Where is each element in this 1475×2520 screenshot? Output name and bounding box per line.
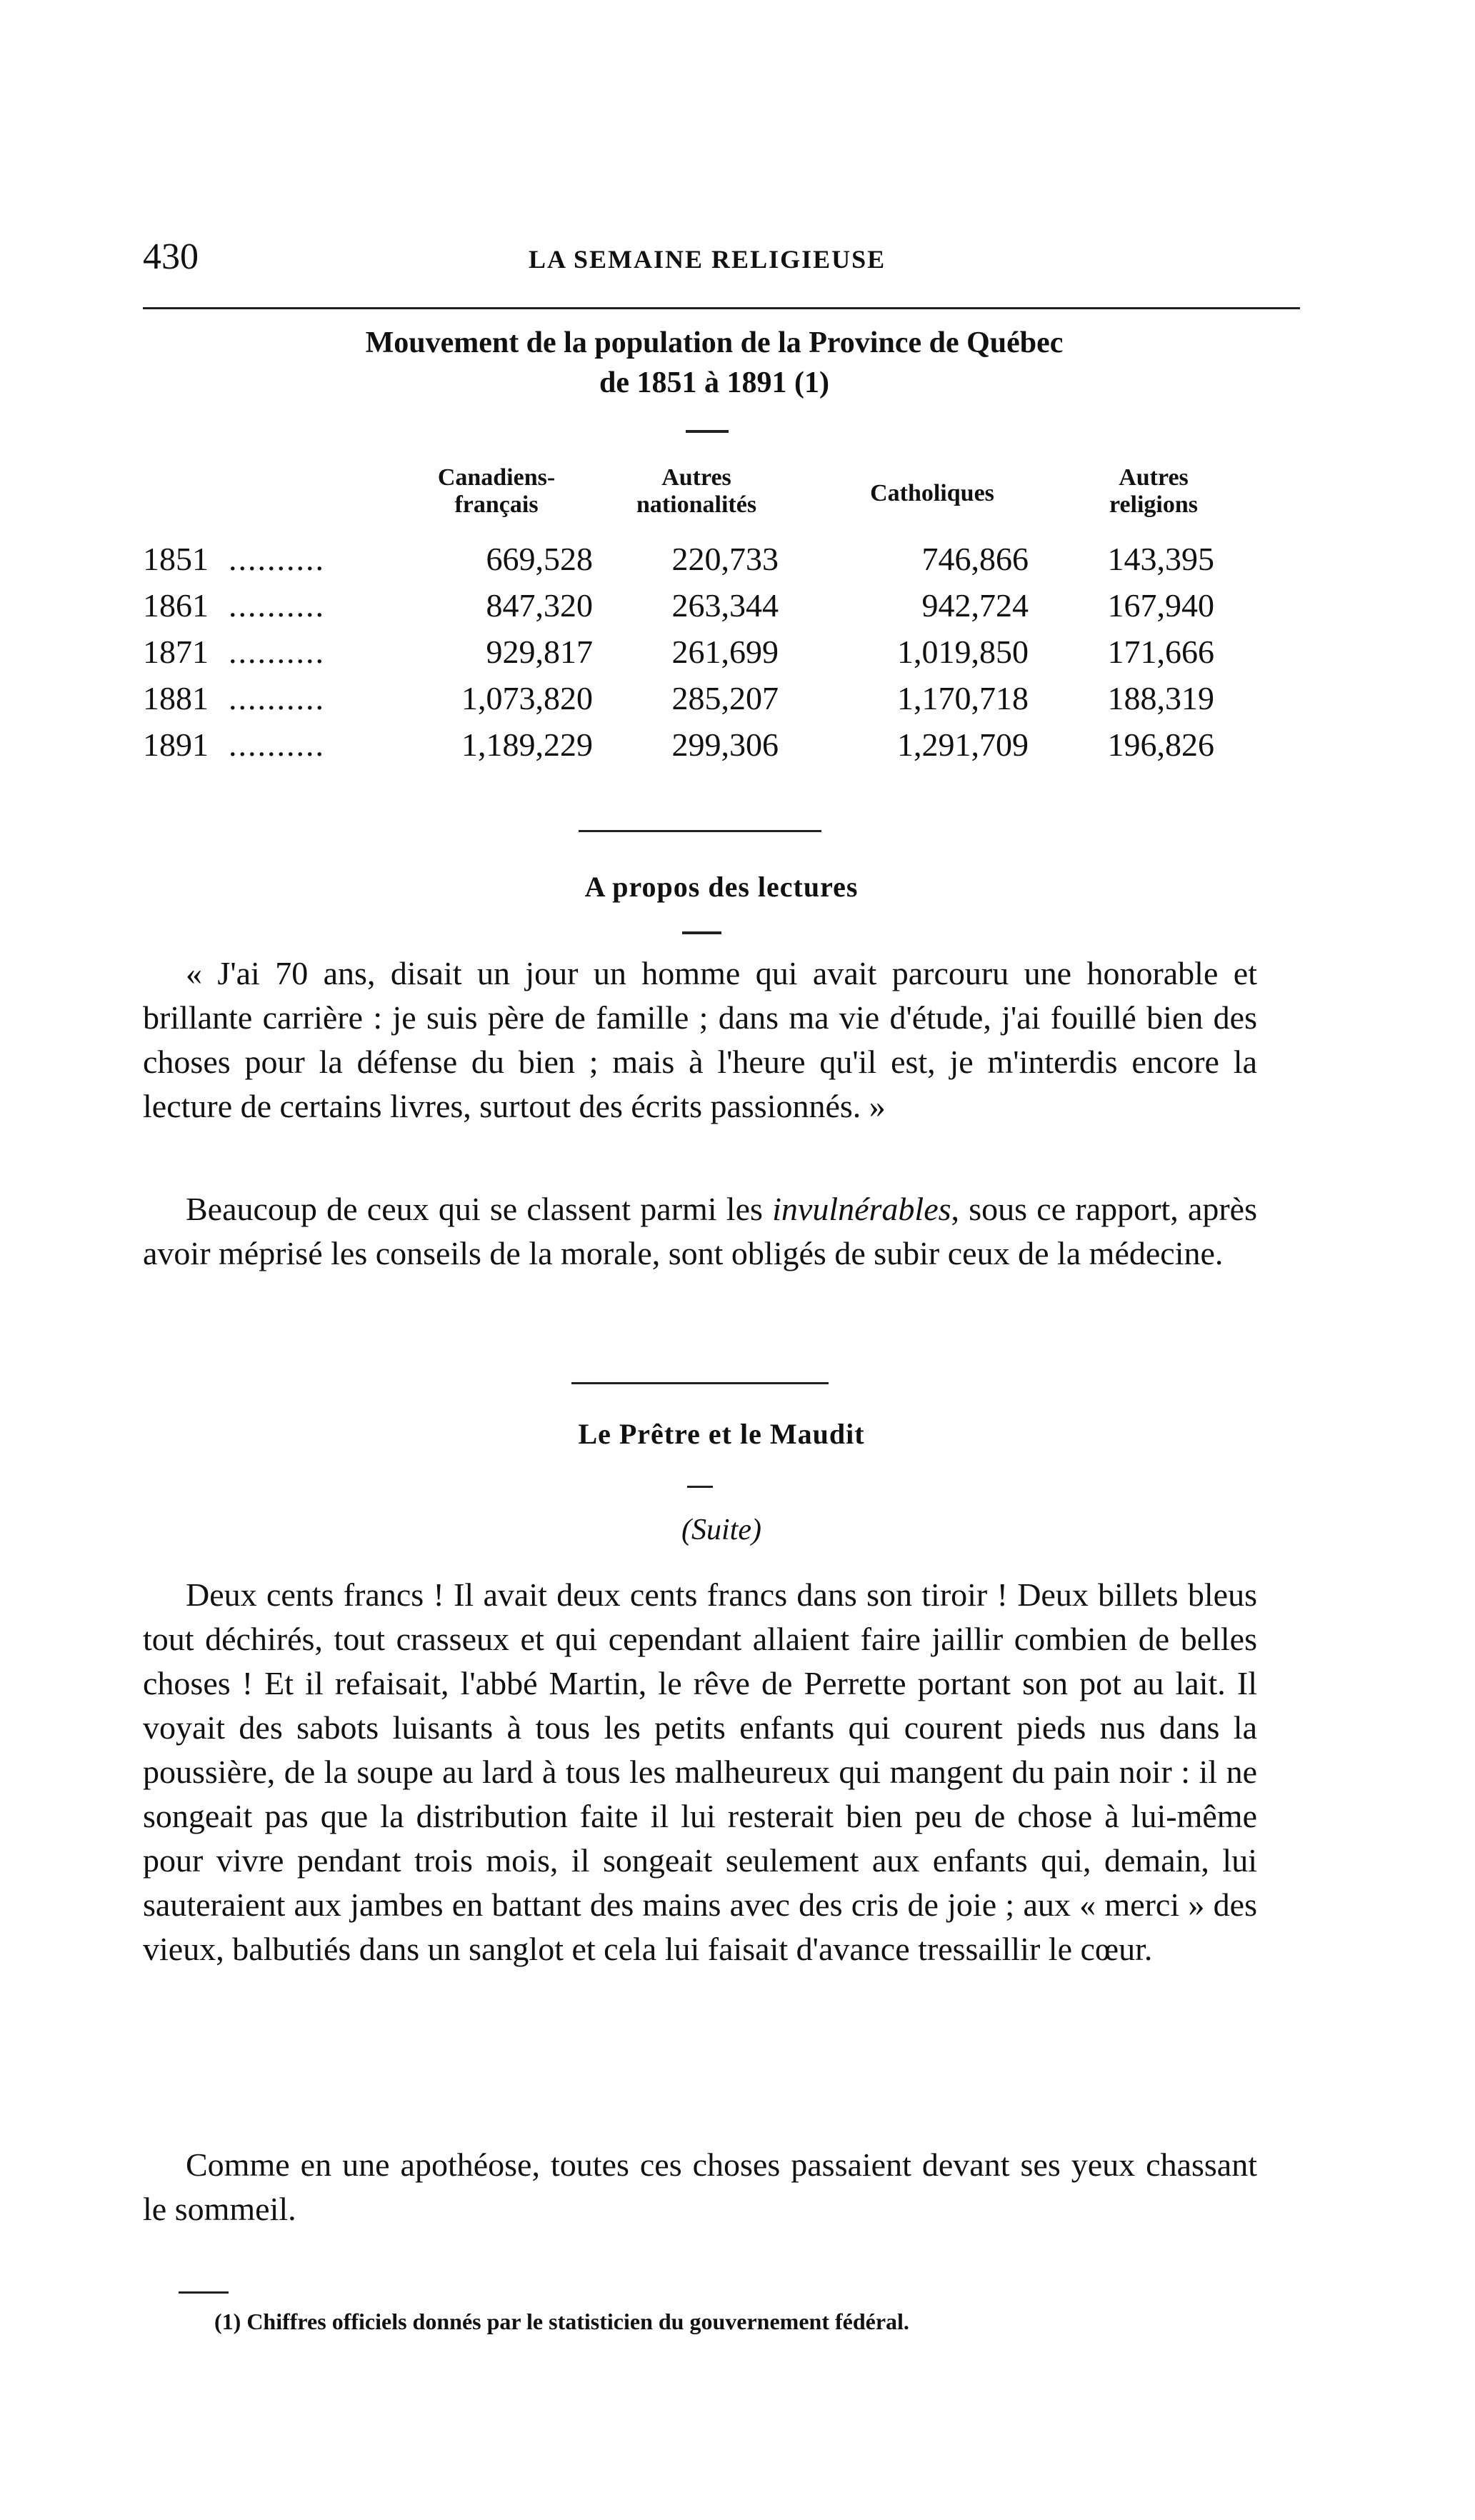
table-row: 1891 .......... 1,189,229 299,306 1,291,709 196,826 <box>143 726 1214 763</box>
footnote-rule <box>179 2291 229 2294</box>
paragraph: Comme en une apothéose, toutes ces choses passaient devant ses yeux chassant le sommeil. <box>143 2146 1257 2227</box>
column-header-autres-religions: Autres religions <box>1109 464 1199 518</box>
suite-label: (Suite) <box>681 1514 761 1546</box>
table-title: Mouvement de la population de la Province de Québec de 1851 à 1891 (1) <box>365 326 1064 399</box>
emphasis: invulnérables <box>772 1191 951 1227</box>
column-header-autres-nationalites: Autres nationalités <box>636 464 757 518</box>
section-rule <box>579 830 821 832</box>
section-title-lectures: A propos des lectures <box>584 871 859 903</box>
footnote: (1) Chiffres officiels donnés par le statisticien du gouvernement fédéral. <box>214 2309 909 2334</box>
paragraph: Deux cents francs ! Il avait deux cents francs dans son tiroir ! Deux billets bleus tout déchirés, tout crasseux et qui cependant allaient faire jaillir combien de belles choses ! Et il refaisait, l'abbé Martin, le rêve de Perrette portant son pot au lait. Il voyait des sabots luisants à tous les petits enfants qui courent pieds nus dans la poussière, de la soupe au lard à tous les malheureux qui mangent du pain noir : il ne songeait pas que la distribution faite il lui resterait bien peu de chose à lui-même pour vivre pendant trois mois, il songeait seulement aux enfants qui, demain, lui sauteraient aux jambes en battant des mains avec des cris de joie ; aux « merci » des vieux, balbutiés dans un sanglot et cela lui faisait d'avance tressaillir le cœur. <box>143 1576 1257 1967</box>
table-row: 1871 .......... 929,817 261,699 1,019,850 171,666 <box>143 634 1214 670</box>
table-row: 1851 .......... 669,528 220,733 746,866 143,395 <box>143 541 1214 577</box>
paragraph: Beaucoup de ceux qui se classent parmi les invulnérables, sous ce rapport, après avoir méprisé les conseils de la morale, sont obligés de subir ceux de la médecine. <box>143 1191 1257 1271</box>
table-row: 1861 .......... 847,320 263,344 942,724 167,940 <box>143 587 1214 624</box>
table-title-dash <box>686 430 729 433</box>
page-number: 430 <box>143 236 199 277</box>
running-head: LA SEMAINE RELIGIEUSE <box>529 245 886 274</box>
header-rule <box>143 307 1300 309</box>
section-title-pretre: Le Prêtre et le Maudit <box>578 1418 865 1450</box>
section-rule <box>571 1382 829 1384</box>
table-row: 1881 .......... 1,073,820 285,207 1,170,718 188,319 <box>143 680 1214 716</box>
column-header-catholiques: Catholiques <box>870 480 994 506</box>
paragraph: « J'ai 70 ans, disait un jour un homme qui avait parcouru une honorable et brillante carrière : je suis père de famille ; dans ma vie d'étude, j'ai fouillé bien des choses pour la défense du bien ; mais à l'heure qu'il est, je m'interdis encore la lecture de certains livres, surtout des écrits passionnés. » <box>143 955 1257 1124</box>
section-dash <box>687 1486 713 1488</box>
column-header-canadiens: Canadiens- français <box>437 464 556 518</box>
section-dash <box>682 931 721 934</box>
page-header <box>143 236 1332 286</box>
